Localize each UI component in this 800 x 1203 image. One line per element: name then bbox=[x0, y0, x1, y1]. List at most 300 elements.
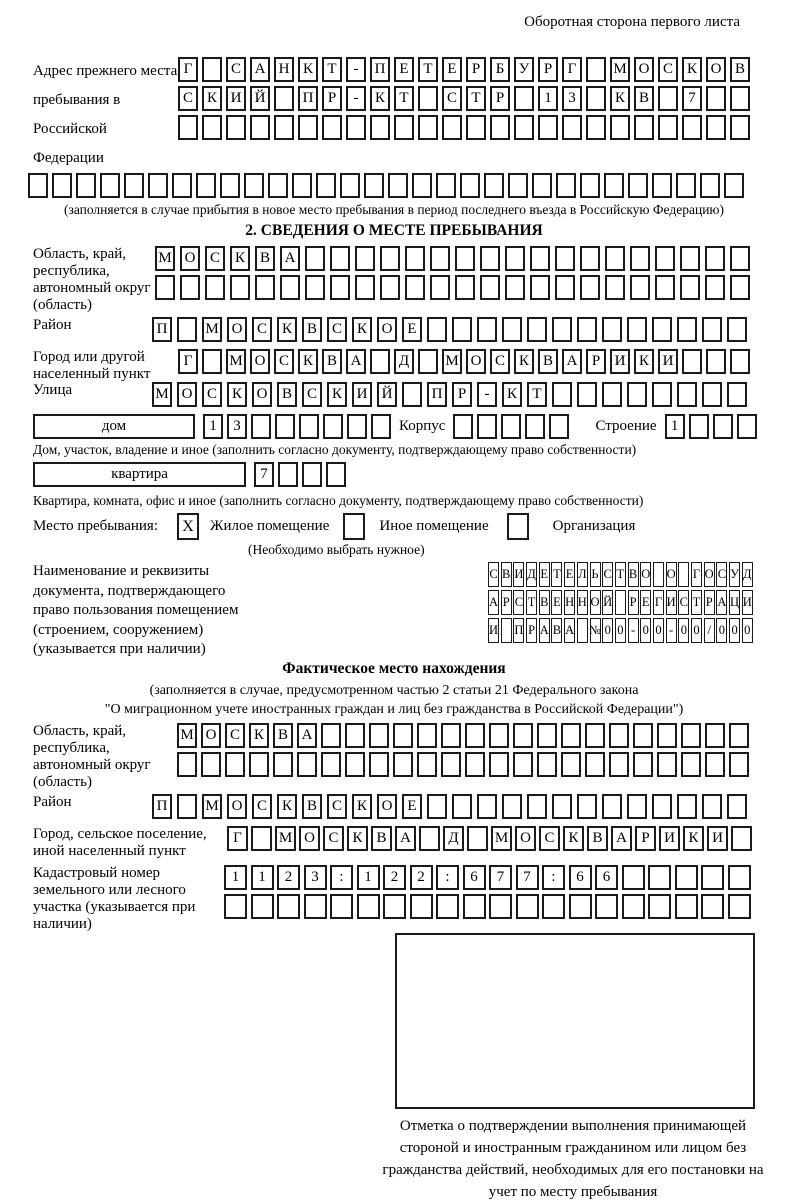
char-cell bbox=[677, 317, 697, 342]
char-cell: И bbox=[352, 382, 372, 407]
char-cell: К bbox=[277, 794, 297, 819]
fact-oblast-row bbox=[33, 723, 800, 791]
char-cell bbox=[244, 173, 264, 198]
char-cell: Е bbox=[539, 562, 550, 587]
char-cell: О bbox=[250, 349, 270, 374]
fact-oblast-row-1 bbox=[177, 723, 749, 748]
char-cell bbox=[652, 173, 672, 198]
char-cell: С bbox=[202, 382, 222, 407]
char-cell: А bbox=[611, 826, 632, 851]
char-cell: С bbox=[302, 382, 322, 407]
char-cell: П bbox=[513, 618, 524, 643]
char-cell bbox=[405, 275, 425, 300]
char-cell bbox=[275, 414, 295, 439]
char-cell: К bbox=[352, 317, 372, 342]
char-cell: 7 bbox=[682, 86, 702, 111]
char-cell bbox=[652, 382, 672, 407]
char-cell bbox=[460, 173, 480, 198]
char-cell bbox=[622, 894, 645, 919]
char-cell bbox=[330, 275, 350, 300]
char-cell: С bbox=[327, 317, 347, 342]
char-cell bbox=[556, 173, 576, 198]
char-cell bbox=[388, 173, 408, 198]
char-cell bbox=[652, 317, 672, 342]
char-cell: Р bbox=[466, 57, 486, 82]
char-cell bbox=[427, 794, 447, 819]
char-cell: К bbox=[502, 382, 522, 407]
char-cell bbox=[530, 246, 550, 271]
char-cell: О bbox=[515, 826, 536, 851]
char-cell bbox=[525, 414, 545, 439]
stroenie-cells bbox=[665, 414, 757, 439]
char-cell: К bbox=[230, 246, 250, 271]
char-cell bbox=[76, 173, 96, 198]
char-cell bbox=[702, 794, 722, 819]
char-cell bbox=[196, 173, 216, 198]
char-cell: М bbox=[491, 826, 512, 851]
char-cell: А bbox=[564, 618, 575, 643]
char-cell bbox=[155, 275, 175, 300]
char-cell bbox=[730, 86, 750, 111]
fact-raion-row bbox=[33, 794, 800, 823]
char-cell: В bbox=[587, 826, 608, 851]
char-cell bbox=[675, 865, 698, 890]
oblast-row-1 bbox=[155, 246, 750, 271]
fact-city-label: Город, сельское поселение, иной населенный пункт bbox=[33, 825, 207, 859]
zhiloe-checkbox: X bbox=[177, 513, 199, 540]
fact-city-cells bbox=[227, 826, 752, 851]
fact-oblast-cells bbox=[177, 723, 749, 781]
char-cell: О bbox=[227, 794, 247, 819]
char-cell: : bbox=[330, 865, 353, 890]
char-cell bbox=[728, 865, 751, 890]
dom-caption: Дом, участок, владение и иное (заполнить согласно документу, подтверждающему право собственности) bbox=[33, 442, 637, 457]
char-cell bbox=[180, 275, 200, 300]
char-cell: О bbox=[634, 57, 654, 82]
char-cell bbox=[577, 794, 597, 819]
char-cell: Р bbox=[538, 57, 558, 82]
char-cell: К bbox=[327, 382, 347, 407]
doc-row-2 bbox=[488, 590, 753, 615]
char-cell: / bbox=[704, 618, 715, 643]
prev-address-cells bbox=[178, 57, 750, 144]
char-cell: Д bbox=[526, 562, 537, 587]
char-cell: И bbox=[513, 562, 524, 587]
dom-cells bbox=[203, 414, 391, 439]
char-cell bbox=[455, 275, 475, 300]
char-cell bbox=[508, 173, 528, 198]
char-cell: О bbox=[227, 317, 247, 342]
char-cell: В bbox=[371, 826, 392, 851]
kvartira-box: квартира bbox=[33, 462, 246, 487]
char-cell bbox=[701, 865, 724, 890]
char-cell: Н bbox=[577, 590, 588, 615]
char-cell: С bbox=[225, 723, 245, 748]
char-cell bbox=[357, 894, 380, 919]
char-cell bbox=[627, 317, 647, 342]
mesto-caption: (Необходимо выбрать нужное) bbox=[248, 542, 425, 557]
char-cell bbox=[419, 826, 440, 851]
char-cell bbox=[731, 826, 752, 851]
char-cell: В bbox=[539, 590, 550, 615]
char-cell: М bbox=[275, 826, 296, 851]
char-cell bbox=[249, 752, 269, 777]
inoe-label: Иное помещение bbox=[379, 518, 489, 534]
char-cell bbox=[347, 414, 367, 439]
char-cell: В bbox=[551, 618, 562, 643]
char-cell: С bbox=[490, 349, 510, 374]
char-cell bbox=[537, 752, 557, 777]
char-cell bbox=[202, 115, 222, 140]
char-cell bbox=[322, 115, 342, 140]
char-cell bbox=[622, 865, 645, 890]
char-cell: А bbox=[716, 590, 727, 615]
char-cell: В bbox=[538, 349, 558, 374]
char-cell: Г bbox=[562, 57, 582, 82]
char-cell bbox=[585, 723, 605, 748]
char-cell bbox=[371, 414, 391, 439]
char-cell: И bbox=[658, 349, 678, 374]
char-cell bbox=[513, 752, 533, 777]
char-cell: 0 bbox=[716, 618, 727, 643]
char-cell bbox=[586, 57, 606, 82]
char-cell bbox=[653, 562, 664, 587]
char-cell: - bbox=[477, 382, 497, 407]
char-cell bbox=[465, 752, 485, 777]
char-cell bbox=[658, 86, 678, 111]
prev-address-row-4 bbox=[28, 173, 800, 198]
char-cell: К bbox=[298, 349, 318, 374]
raion-cells bbox=[152, 317, 747, 342]
char-cell: С bbox=[323, 826, 344, 851]
char-cell bbox=[633, 723, 653, 748]
char-cell bbox=[298, 115, 318, 140]
char-cell bbox=[700, 173, 720, 198]
char-cell bbox=[299, 414, 319, 439]
char-cell bbox=[724, 173, 744, 198]
char-cell bbox=[455, 246, 475, 271]
stroenie-label: Строение bbox=[595, 418, 657, 434]
char-cell: К bbox=[347, 826, 368, 851]
char-cell: Е bbox=[551, 590, 562, 615]
char-cell: 0 bbox=[602, 618, 613, 643]
char-cell: В bbox=[273, 723, 293, 748]
char-cell: С bbox=[539, 826, 560, 851]
char-cell bbox=[677, 382, 697, 407]
char-cell: О bbox=[377, 317, 397, 342]
char-cell: А bbox=[250, 57, 270, 82]
char-cell: В bbox=[322, 349, 342, 374]
char-cell bbox=[609, 723, 629, 748]
char-cell: С bbox=[226, 57, 246, 82]
char-cell bbox=[355, 275, 375, 300]
char-cell bbox=[605, 246, 625, 271]
char-cell bbox=[713, 414, 733, 439]
char-cell bbox=[537, 723, 557, 748]
char-cell: А bbox=[395, 826, 416, 851]
char-cell bbox=[380, 246, 400, 271]
char-cell bbox=[730, 349, 750, 374]
char-cell bbox=[658, 115, 678, 140]
kadastr-label: Кадастровый номер земельного или лесного участка (указывается при наличии) bbox=[33, 864, 196, 932]
char-cell: Р bbox=[501, 590, 512, 615]
char-cell: С bbox=[658, 57, 678, 82]
char-cell bbox=[675, 894, 698, 919]
char-cell bbox=[602, 317, 622, 342]
char-cell: О bbox=[377, 794, 397, 819]
char-cell: Е bbox=[640, 590, 651, 615]
char-cell: Е bbox=[402, 794, 422, 819]
char-cell: В bbox=[501, 562, 512, 587]
char-cell bbox=[527, 794, 547, 819]
char-cell bbox=[201, 752, 221, 777]
char-cell: Л bbox=[577, 562, 588, 587]
char-cell: О bbox=[704, 562, 715, 587]
char-cell bbox=[436, 173, 456, 198]
char-cell bbox=[705, 246, 725, 271]
char-cell bbox=[124, 173, 144, 198]
char-cell: С bbox=[488, 562, 499, 587]
char-cell: Р bbox=[490, 86, 510, 111]
char-cell bbox=[480, 275, 500, 300]
char-cell: 0 bbox=[742, 618, 753, 643]
char-cell bbox=[577, 317, 597, 342]
char-cell bbox=[604, 173, 624, 198]
char-cell: К bbox=[563, 826, 584, 851]
char-cell bbox=[394, 115, 414, 140]
oblast-label: Область, край, республика, автономный округ (область) bbox=[33, 246, 151, 313]
char-cell: К bbox=[249, 723, 269, 748]
char-cell: А bbox=[488, 590, 499, 615]
char-cell: Й bbox=[250, 86, 270, 111]
char-cell: 3 bbox=[304, 865, 327, 890]
char-cell: Р bbox=[586, 349, 606, 374]
char-cell: И bbox=[488, 618, 499, 643]
char-cell: Т bbox=[551, 562, 562, 587]
char-cell bbox=[680, 275, 700, 300]
char-cell bbox=[727, 794, 747, 819]
char-cell bbox=[676, 173, 696, 198]
char-cell: Т bbox=[615, 562, 626, 587]
char-cell: И bbox=[610, 349, 630, 374]
prev-address-label: Адрес прежнего места пребывания в Российской Федерации bbox=[33, 63, 178, 166]
char-cell: 2 bbox=[277, 865, 300, 890]
char-cell bbox=[321, 723, 341, 748]
char-cell bbox=[728, 894, 751, 919]
char-cell bbox=[292, 173, 312, 198]
char-cell bbox=[477, 317, 497, 342]
korpus-label: Корпус bbox=[399, 418, 446, 434]
char-cell bbox=[706, 349, 726, 374]
char-cell bbox=[562, 115, 582, 140]
char-cell bbox=[727, 317, 747, 342]
char-cell bbox=[278, 462, 298, 487]
char-cell bbox=[305, 275, 325, 300]
char-cell: Д bbox=[443, 826, 464, 851]
kvartira-cells bbox=[254, 462, 346, 487]
char-cell bbox=[255, 275, 275, 300]
char-cell: М bbox=[177, 723, 197, 748]
char-cell: И bbox=[742, 590, 753, 615]
doc-row bbox=[33, 562, 800, 660]
char-cell: С bbox=[205, 246, 225, 271]
char-cell: 1 bbox=[357, 865, 380, 890]
char-cell: Е bbox=[394, 57, 414, 82]
char-cell bbox=[330, 894, 353, 919]
char-cell: 1 bbox=[203, 414, 223, 439]
char-cell bbox=[326, 462, 346, 487]
char-cell bbox=[648, 894, 671, 919]
char-cell bbox=[527, 317, 547, 342]
char-cell bbox=[705, 752, 725, 777]
char-cell: М bbox=[202, 317, 222, 342]
section2-title: 2. СВЕДЕНИЯ О МЕСТЕ ПРЕБЫВАНИЯ bbox=[245, 222, 543, 239]
char-cell bbox=[225, 752, 245, 777]
korpus-cells bbox=[453, 414, 569, 439]
char-cell: М bbox=[442, 349, 462, 374]
char-cell: О bbox=[299, 826, 320, 851]
kadastr-row-2 bbox=[224, 894, 751, 919]
char-cell: О bbox=[466, 349, 486, 374]
page-corner-note: Оборотная сторона первого листа bbox=[524, 14, 740, 30]
char-cell: : bbox=[436, 865, 459, 890]
prev-address-caption: (заполняется в случае прибытия в новое место пребывания в период последнего въезда в Российскую Федерацию) bbox=[63, 202, 725, 217]
char-cell bbox=[595, 894, 618, 919]
char-cell bbox=[555, 246, 575, 271]
char-cell bbox=[585, 752, 605, 777]
char-cell bbox=[609, 752, 629, 777]
char-cell bbox=[380, 275, 400, 300]
char-cell bbox=[463, 894, 486, 919]
char-cell: Р bbox=[526, 618, 537, 643]
char-cell: Н bbox=[274, 57, 294, 82]
char-cell: Д bbox=[394, 349, 414, 374]
char-cell bbox=[467, 826, 488, 851]
char-cell bbox=[489, 752, 509, 777]
char-cell: И bbox=[226, 86, 246, 111]
char-cell: : bbox=[542, 865, 565, 890]
char-cell bbox=[418, 349, 438, 374]
mesto-row bbox=[33, 513, 800, 540]
inoe-checkbox bbox=[343, 513, 365, 540]
char-cell: К bbox=[514, 349, 534, 374]
char-cell: В bbox=[277, 382, 297, 407]
char-cell bbox=[605, 275, 625, 300]
dom-box: дом bbox=[33, 414, 195, 439]
char-cell bbox=[277, 894, 300, 919]
char-cell bbox=[489, 723, 509, 748]
char-cell: 0 bbox=[678, 618, 689, 643]
char-cell bbox=[205, 275, 225, 300]
char-cell bbox=[705, 723, 725, 748]
char-cell bbox=[405, 246, 425, 271]
char-cell bbox=[273, 752, 293, 777]
char-cell: В bbox=[730, 57, 750, 82]
char-cell bbox=[577, 618, 588, 643]
char-cell bbox=[586, 115, 606, 140]
char-cell: М bbox=[610, 57, 630, 82]
char-cell bbox=[627, 382, 647, 407]
char-cell bbox=[730, 275, 750, 300]
char-cell bbox=[452, 794, 472, 819]
char-cell: В bbox=[302, 794, 322, 819]
char-cell bbox=[345, 723, 365, 748]
char-cell: 1 bbox=[665, 414, 685, 439]
char-cell: О bbox=[590, 590, 601, 615]
mesto-label: Место пребывания: bbox=[33, 518, 158, 534]
char-cell bbox=[28, 173, 48, 198]
street-cells bbox=[152, 382, 747, 407]
char-cell: О bbox=[706, 57, 726, 82]
char-cell: О bbox=[201, 723, 221, 748]
char-cell bbox=[441, 723, 461, 748]
char-cell: Е bbox=[442, 57, 462, 82]
char-cell bbox=[177, 794, 197, 819]
char-cell bbox=[345, 752, 365, 777]
prev-address-row-1 bbox=[178, 57, 750, 82]
raion-label: Район bbox=[33, 317, 72, 333]
char-cell bbox=[577, 382, 597, 407]
doc-label: Наименование и реквизиты документа, подтверждающего право пользования помещением (строением, сооружением) (указывается при наличии) bbox=[33, 563, 239, 657]
char-cell: Р bbox=[635, 826, 656, 851]
char-cell: С bbox=[513, 590, 524, 615]
char-cell bbox=[480, 246, 500, 271]
char-cell bbox=[370, 115, 390, 140]
prev-address-row-2 bbox=[178, 86, 750, 111]
char-cell bbox=[655, 246, 675, 271]
char-cell bbox=[727, 382, 747, 407]
char-cell: 3 bbox=[562, 86, 582, 111]
char-cell bbox=[730, 246, 750, 271]
char-cell: К bbox=[610, 86, 630, 111]
confirmation-mark-box bbox=[395, 933, 755, 1109]
char-cell bbox=[305, 246, 325, 271]
doc-cells bbox=[488, 562, 753, 647]
char-cell: Г bbox=[178, 349, 198, 374]
char-cell bbox=[628, 173, 648, 198]
oblast-row-2 bbox=[155, 275, 750, 300]
char-cell bbox=[501, 414, 521, 439]
char-cell bbox=[230, 275, 250, 300]
char-cell: С bbox=[716, 562, 727, 587]
char-cell: Р bbox=[322, 86, 342, 111]
doc-row-1 bbox=[488, 562, 753, 587]
char-cell bbox=[501, 618, 512, 643]
char-cell: 6 bbox=[463, 865, 486, 890]
char-cell: Т bbox=[527, 382, 547, 407]
char-cell bbox=[274, 86, 294, 111]
fact-raion-label: Район bbox=[33, 793, 72, 810]
char-cell: С bbox=[274, 349, 294, 374]
char-cell: Б bbox=[490, 57, 510, 82]
dom-row bbox=[33, 414, 800, 439]
char-cell: № bbox=[590, 618, 601, 643]
char-cell bbox=[555, 275, 575, 300]
street-row bbox=[33, 382, 800, 411]
char-cell: Р bbox=[628, 590, 639, 615]
char-cell: А bbox=[280, 246, 300, 271]
char-cell: А bbox=[297, 723, 317, 748]
char-cell: Т bbox=[526, 590, 537, 615]
char-cell: Н bbox=[564, 590, 575, 615]
char-cell: Ь bbox=[590, 562, 601, 587]
char-cell bbox=[552, 317, 572, 342]
char-cell: 0 bbox=[640, 618, 651, 643]
char-cell: О bbox=[180, 246, 200, 271]
char-cell bbox=[702, 317, 722, 342]
char-cell bbox=[369, 752, 389, 777]
char-cell bbox=[178, 115, 198, 140]
